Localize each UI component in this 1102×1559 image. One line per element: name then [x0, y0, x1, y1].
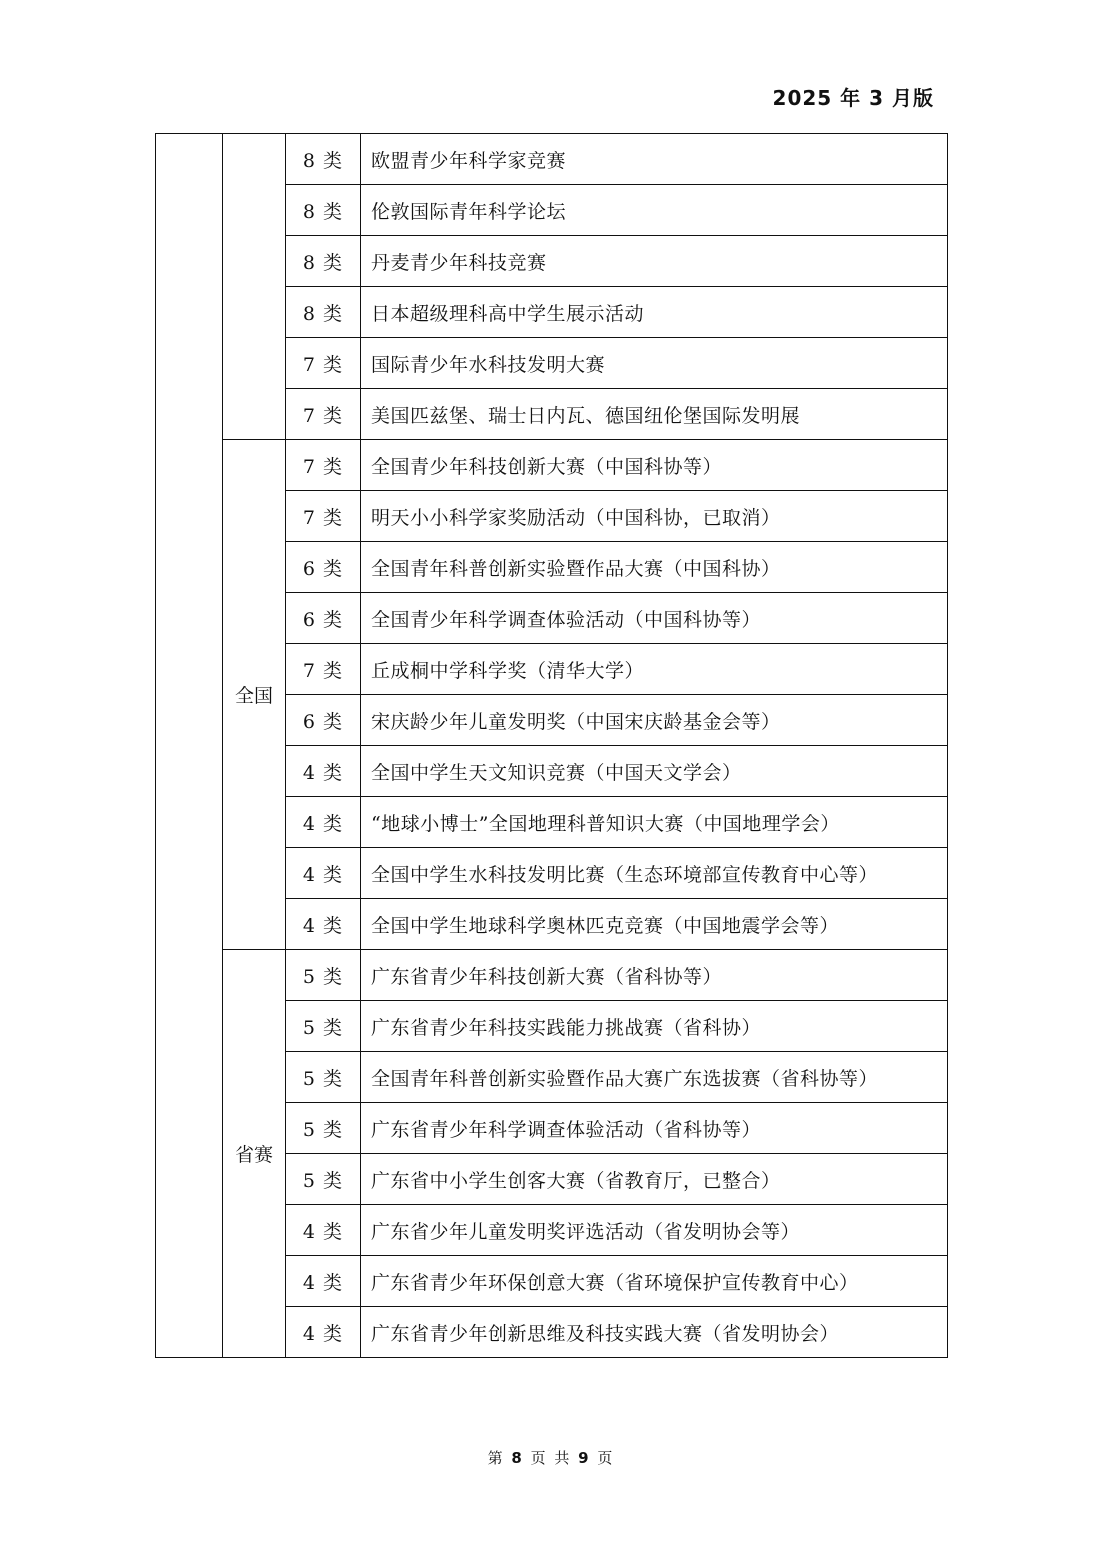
category-cell: 5 类 — [286, 1001, 361, 1052]
competition-name: 广东省青少年科学调查体验活动（省科协等） — [361, 1103, 948, 1154]
category-cell: 8 类 — [286, 185, 361, 236]
competition-name: 日本超级理科高中学生展示活动 — [361, 287, 948, 338]
current-page-number: 8 — [511, 1449, 524, 1467]
category-cell: 4 类 — [286, 1307, 361, 1358]
footer-suffix: 页 — [597, 1449, 615, 1467]
footer-prefix: 第 — [487, 1449, 505, 1467]
footer-middle: 页 共 — [530, 1449, 572, 1467]
category-cell: 4 类 — [286, 1205, 361, 1256]
category-cell: 8 类 — [286, 134, 361, 185]
category-cell: 7 类 — [286, 644, 361, 695]
competition-name: 广东省青少年创新思维及科技实践大赛（省发明协会） — [361, 1307, 948, 1358]
competition-name: 丘成桐中学科学奖（清华大学） — [361, 644, 948, 695]
category-cell: 6 类 — [286, 542, 361, 593]
competition-name: 国际青少年水科技发明大赛 — [361, 338, 948, 389]
competition-name: 全国中学生天文知识竞赛（中国天文学会） — [361, 746, 948, 797]
competition-name: 明天小小科学家奖励活动（中国科协，已取消） — [361, 491, 948, 542]
competition-name: 全国中学生地球科学奥林匹克竞赛（中国地震学会等） — [361, 899, 948, 950]
category-cell: 5 类 — [286, 950, 361, 1001]
category-cell: 7 类 — [286, 491, 361, 542]
category-cell: 8 类 — [286, 287, 361, 338]
competition-name: 伦敦国际青年科学论坛 — [361, 185, 948, 236]
competition-name: 广东省中小学生创客大赛（省教育厅，已整合） — [361, 1154, 948, 1205]
outer-blank-cell — [156, 134, 223, 1358]
category-cell: 7 类 — [286, 440, 361, 491]
competition-name: 丹麦青少年科技竞赛 — [361, 236, 948, 287]
competition-name: 宋庆龄少年儿童发明奖（中国宋庆龄基金会等） — [361, 695, 948, 746]
category-cell: 4 类 — [286, 899, 361, 950]
competition-name: “地球小博士”全国地理科普知识大赛（中国地理学会） — [361, 797, 948, 848]
category-cell: 4 类 — [286, 746, 361, 797]
category-cell: 5 类 — [286, 1103, 361, 1154]
category-cell: 6 类 — [286, 695, 361, 746]
category-cell: 4 类 — [286, 1256, 361, 1307]
competition-table-body — [156, 134, 948, 1358]
competition-name: 全国中学生水科技发明比赛（生态环境部宣传教育中心等） — [361, 848, 948, 899]
competition-name: 全国青年科普创新实验暨作品大赛广东选拔赛（省科协等） — [361, 1052, 948, 1103]
table-row — [156, 440, 948, 491]
competition-name: 全国青少年科学调查体验活动（中国科协等） — [361, 593, 948, 644]
competition-name: 欧盟青少年科学家竞赛 — [361, 134, 948, 185]
competition-name: 全国青年科普创新实验暨作品大赛（中国科协） — [361, 542, 948, 593]
competition-name: 广东省青少年科技实践能力挑战赛（省科协） — [361, 1001, 948, 1052]
level-cell-international — [223, 134, 286, 440]
competition-table — [155, 133, 948, 1358]
category-cell: 4 类 — [286, 797, 361, 848]
total-page-number: 9 — [578, 1449, 591, 1467]
level-cell-provincial: 省赛 — [223, 950, 286, 1358]
category-cell: 8 类 — [286, 236, 361, 287]
table-row — [156, 134, 948, 185]
competition-name: 全国青少年科技创新大赛（中国科协等） — [361, 440, 948, 491]
page-footer — [0, 1447, 1102, 1468]
category-cell: 4 类 — [286, 848, 361, 899]
competition-name: 美国匹兹堡、瑞士日内瓦、德国纽伦堡国际发明展 — [361, 389, 948, 440]
level-cell-national: 全国 — [223, 440, 286, 950]
table-row — [156, 950, 948, 1001]
document-version-date: 2025 年 3 月版 — [772, 86, 934, 110]
competition-name: 广东省青少年环保创意大赛（省环境保护宣传教育中心） — [361, 1256, 948, 1307]
competition-name: 广东省少年儿童发明奖评选活动（省发明协会等） — [361, 1205, 948, 1256]
category-cell: 5 类 — [286, 1052, 361, 1103]
category-cell: 5 类 — [286, 1154, 361, 1205]
category-cell: 7 类 — [286, 389, 361, 440]
category-cell: 7 类 — [286, 338, 361, 389]
competition-name: 广东省青少年科技创新大赛（省科协等） — [361, 950, 948, 1001]
category-cell: 6 类 — [286, 593, 361, 644]
